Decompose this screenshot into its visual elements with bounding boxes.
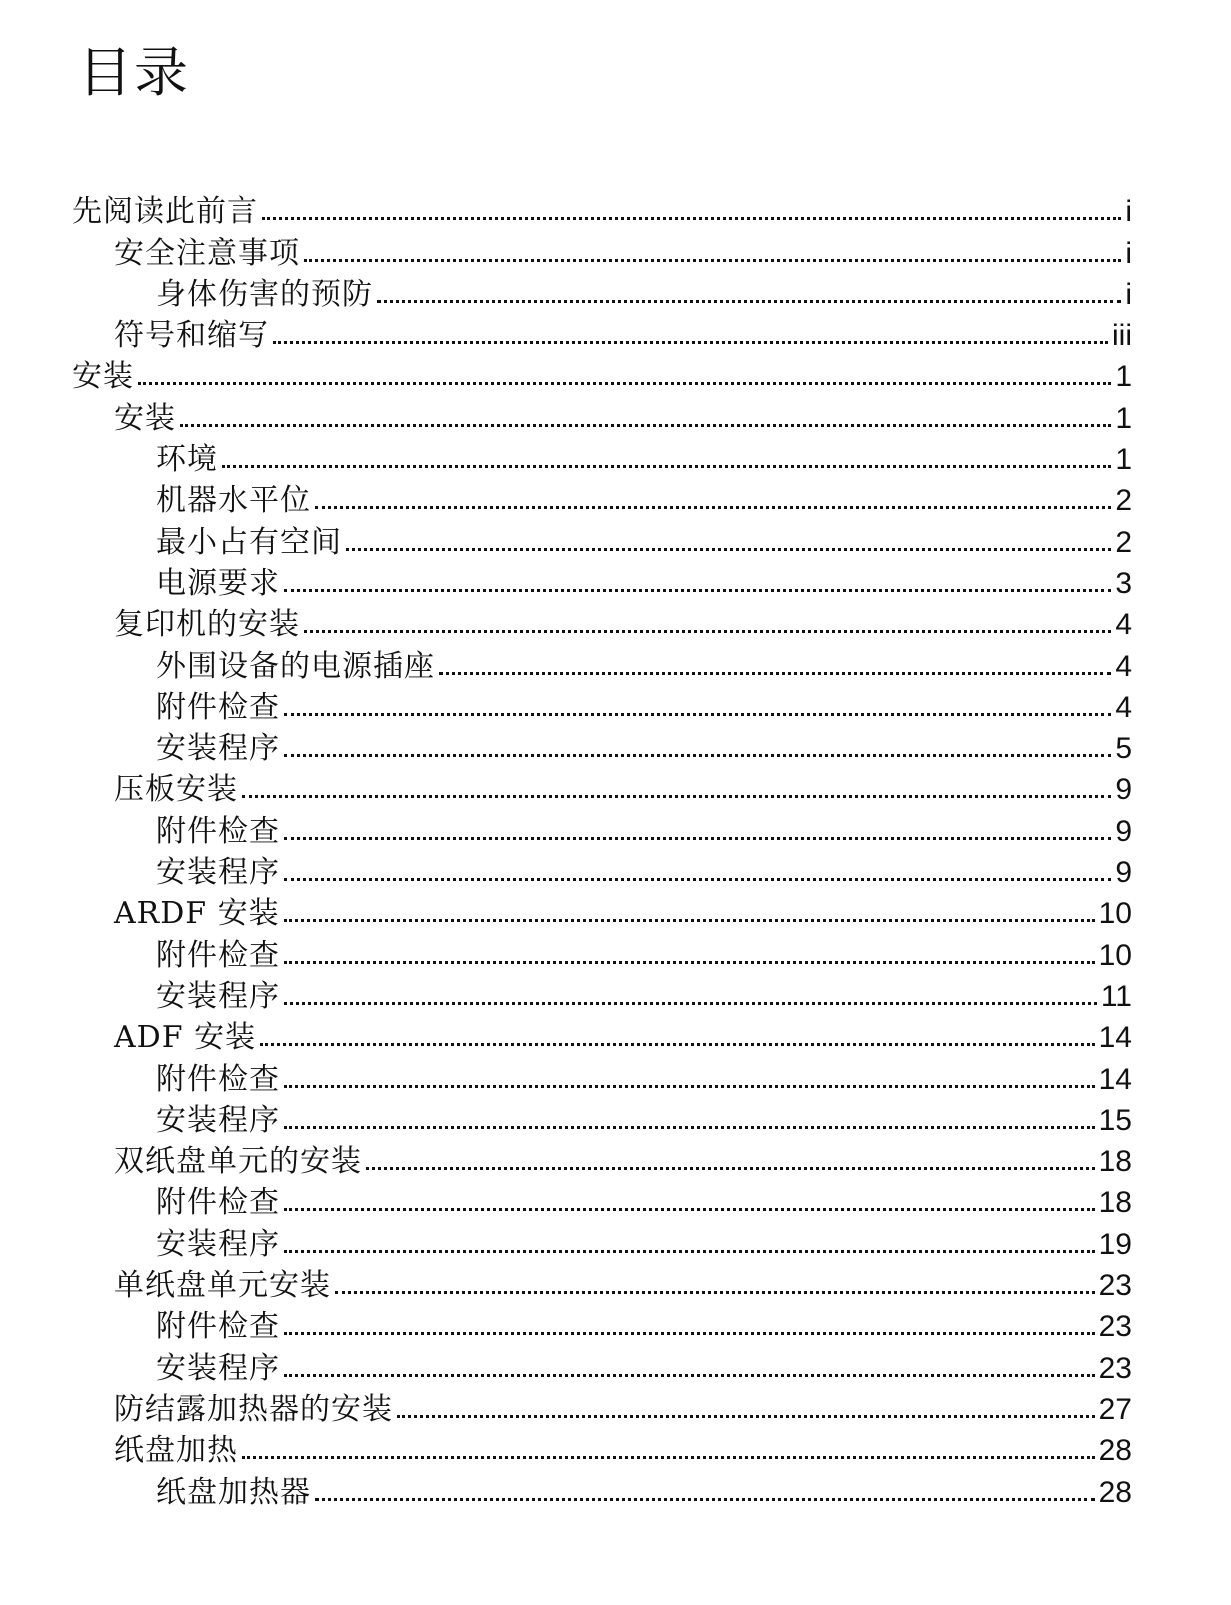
- toc-entry-label: 防结露加热器的安装: [114, 1391, 393, 1427]
- toc-entry[interactable]: [72, 355, 1132, 396]
- toc-page-number: 23: [1098, 1310, 1132, 1344]
- table-of-contents: [72, 190, 1132, 1512]
- toc-entry[interactable]: [72, 975, 1132, 1016]
- toc-entry[interactable]: [72, 1099, 1132, 1140]
- toc-dot-leader: [138, 382, 1111, 385]
- toc-dot-leader: [335, 1291, 1095, 1294]
- toc-page-number: 14: [1098, 1062, 1132, 1096]
- toc-entry[interactable]: [72, 190, 1132, 231]
- toc-page-number: i: [1125, 195, 1132, 229]
- toc-entry-label: 安装程序: [156, 1226, 280, 1262]
- toc-entry[interactable]: [72, 1057, 1132, 1098]
- toc-dot-leader: [273, 341, 1108, 344]
- toc-entry-label: 先阅读此前言: [72, 194, 258, 230]
- toc-dot-leader: [284, 837, 1111, 840]
- toc-dot-leader: [242, 1456, 1095, 1459]
- toc-entry-label: 外围设备的电源插座: [156, 648, 435, 684]
- toc-page-number: 1: [1115, 401, 1132, 435]
- toc-page-number: 1: [1115, 360, 1132, 394]
- toc-entry[interactable]: [72, 1140, 1132, 1181]
- toc-dot-leader: [284, 1374, 1095, 1377]
- toc-entry[interactable]: [72, 1222, 1132, 1263]
- toc-entry-label: 安全注意事项: [114, 235, 300, 271]
- toc-dot-leader: [315, 1498, 1095, 1501]
- toc-entry[interactable]: [72, 1429, 1132, 1470]
- toc-entry-label: 环境: [156, 442, 218, 478]
- toc-entry[interactable]: [72, 603, 1132, 644]
- toc-page-number: 9: [1115, 856, 1132, 890]
- toc-page-number: 18: [1098, 1145, 1132, 1179]
- toc-dot-leader: [260, 1043, 1095, 1046]
- toc-dot-leader: [315, 506, 1111, 509]
- toc-page-number: 10: [1098, 938, 1132, 972]
- toc-dot-leader: [284, 1085, 1095, 1088]
- toc-page-number: iii: [1112, 319, 1132, 353]
- toc-dot-leader: [284, 754, 1111, 757]
- toc-entry-label: 附件检查: [156, 1185, 280, 1221]
- toc-entry[interactable]: [72, 438, 1132, 479]
- toc-dot-leader: [284, 1250, 1095, 1253]
- toc-entry-label: 最小占有空间: [156, 524, 342, 560]
- toc-entry-label: 附件检查: [156, 937, 280, 973]
- toc-entry-label: 安装程序: [156, 855, 280, 891]
- toc-page-number: 2: [1115, 484, 1132, 518]
- toc-entry-label: 身体伤害的预防: [156, 276, 373, 312]
- toc-entry[interactable]: [72, 933, 1132, 974]
- toc-dot-leader: [377, 300, 1121, 303]
- toc-page-number: 14: [1098, 1021, 1132, 1055]
- toc-page-number: 10: [1098, 897, 1132, 931]
- toc-dot-leader: [180, 424, 1111, 427]
- toc-entry-label: 附件检查: [156, 813, 280, 849]
- toc-entry-label: ADF 安装: [114, 1020, 257, 1056]
- toc-page-number: 18: [1098, 1186, 1132, 1220]
- toc-page-number: 23: [1098, 1269, 1132, 1303]
- toc-entry-label: 压板安装: [114, 772, 238, 808]
- toc-entry[interactable]: [72, 1470, 1132, 1511]
- toc-entry-label: 复印机的安装: [114, 607, 300, 643]
- toc-dot-leader: [366, 1167, 1095, 1170]
- toc-page-number: 15: [1098, 1103, 1132, 1137]
- toc-dot-leader: [262, 217, 1121, 220]
- toc-entry-label: 纸盘加热器: [156, 1474, 311, 1510]
- toc-dot-leader: [397, 1415, 1095, 1418]
- toc-dot-leader: [284, 1208, 1095, 1211]
- toc-entry-label: 安装程序: [156, 731, 280, 767]
- toc-entry[interactable]: [72, 1388, 1132, 1429]
- toc-page-number: 28: [1098, 1434, 1132, 1468]
- toc-dot-leader: [284, 961, 1095, 964]
- toc-entry-label: 附件检查: [156, 1061, 280, 1097]
- toc-dot-leader: [284, 878, 1111, 881]
- toc-dot-leader: [284, 589, 1111, 592]
- toc-page-number: 5: [1115, 732, 1132, 766]
- toc-page-number: 2: [1115, 525, 1132, 559]
- toc-page-number: 28: [1098, 1475, 1132, 1509]
- toc-entry-label: 安装: [114, 400, 176, 436]
- toc-dot-leader: [284, 919, 1095, 922]
- toc-entry[interactable]: [72, 231, 1132, 272]
- toc-dot-leader: [284, 1126, 1095, 1129]
- toc-entry-label: 安装: [72, 359, 134, 395]
- toc-page-number: 9: [1115, 773, 1132, 807]
- toc-page-number: 11: [1100, 979, 1132, 1013]
- toc-dot-leader: [222, 465, 1111, 468]
- toc-dot-leader: [284, 713, 1111, 716]
- toc-entry-label: 安装程序: [156, 1102, 280, 1138]
- toc-entry-label: 纸盘加热: [114, 1433, 238, 1469]
- toc-dot-leader: [439, 672, 1111, 675]
- toc-entry[interactable]: [72, 562, 1132, 603]
- toc-dot-leader: [242, 795, 1111, 798]
- toc-entry-label: 安装程序: [156, 978, 280, 1014]
- toc-page-number: 4: [1115, 608, 1132, 642]
- toc-page-number: 23: [1098, 1351, 1132, 1385]
- toc-dot-leader: [284, 1002, 1097, 1005]
- toc-dot-leader: [284, 1332, 1095, 1335]
- toc-page-number: 19: [1098, 1227, 1132, 1261]
- toc-entry[interactable]: [72, 686, 1132, 727]
- toc-entry-label: ARDF 安装: [114, 896, 280, 932]
- toc-entry[interactable]: [72, 314, 1132, 355]
- toc-page-number: 4: [1115, 649, 1132, 683]
- toc-entry-label: 安装程序: [156, 1350, 280, 1386]
- page-title: 目录: [78, 41, 190, 104]
- toc-entry[interactable]: [72, 1181, 1132, 1222]
- toc-entry-label: 机器水平位: [156, 483, 311, 519]
- toc-entry[interactable]: [72, 1305, 1132, 1346]
- toc-entry[interactable]: [72, 809, 1132, 850]
- toc-entry[interactable]: [72, 520, 1132, 561]
- toc-page-number: 27: [1098, 1392, 1132, 1426]
- toc-entry-label: 符号和缩写: [114, 318, 269, 354]
- toc-entry-label: 单纸盘单元安装: [114, 1268, 331, 1304]
- toc-page-number: 1: [1115, 443, 1132, 477]
- toc-page-number: i: [1125, 277, 1132, 311]
- toc-page-number: i: [1125, 236, 1132, 270]
- toc-entry[interactable]: [72, 644, 1132, 685]
- toc-entry-label: 电源要求: [156, 565, 280, 601]
- toc-dot-leader: [304, 259, 1121, 262]
- toc-entry-label: 附件检查: [156, 689, 280, 725]
- toc-dot-leader: [346, 548, 1111, 551]
- toc-entry[interactable]: [72, 1346, 1132, 1387]
- toc-entry[interactable]: [72, 479, 1132, 520]
- toc-entry[interactable]: [72, 892, 1132, 933]
- toc-entry[interactable]: [72, 1264, 1132, 1305]
- toc-entry-label: 附件检查: [156, 1309, 280, 1345]
- toc-entry-label: 双纸盘单元的安装: [114, 1144, 362, 1180]
- toc-entry[interactable]: [72, 396, 1132, 437]
- toc-page-number: 3: [1115, 566, 1132, 600]
- toc-page-number: 9: [1115, 814, 1132, 848]
- toc-entry[interactable]: [72, 851, 1132, 892]
- toc-entry[interactable]: [72, 273, 1132, 314]
- toc-dot-leader: [304, 630, 1111, 633]
- toc-entry[interactable]: [72, 1016, 1132, 1057]
- toc-page-number: 4: [1115, 690, 1132, 724]
- toc-entry[interactable]: [72, 727, 1132, 768]
- toc-entry[interactable]: [72, 768, 1132, 809]
